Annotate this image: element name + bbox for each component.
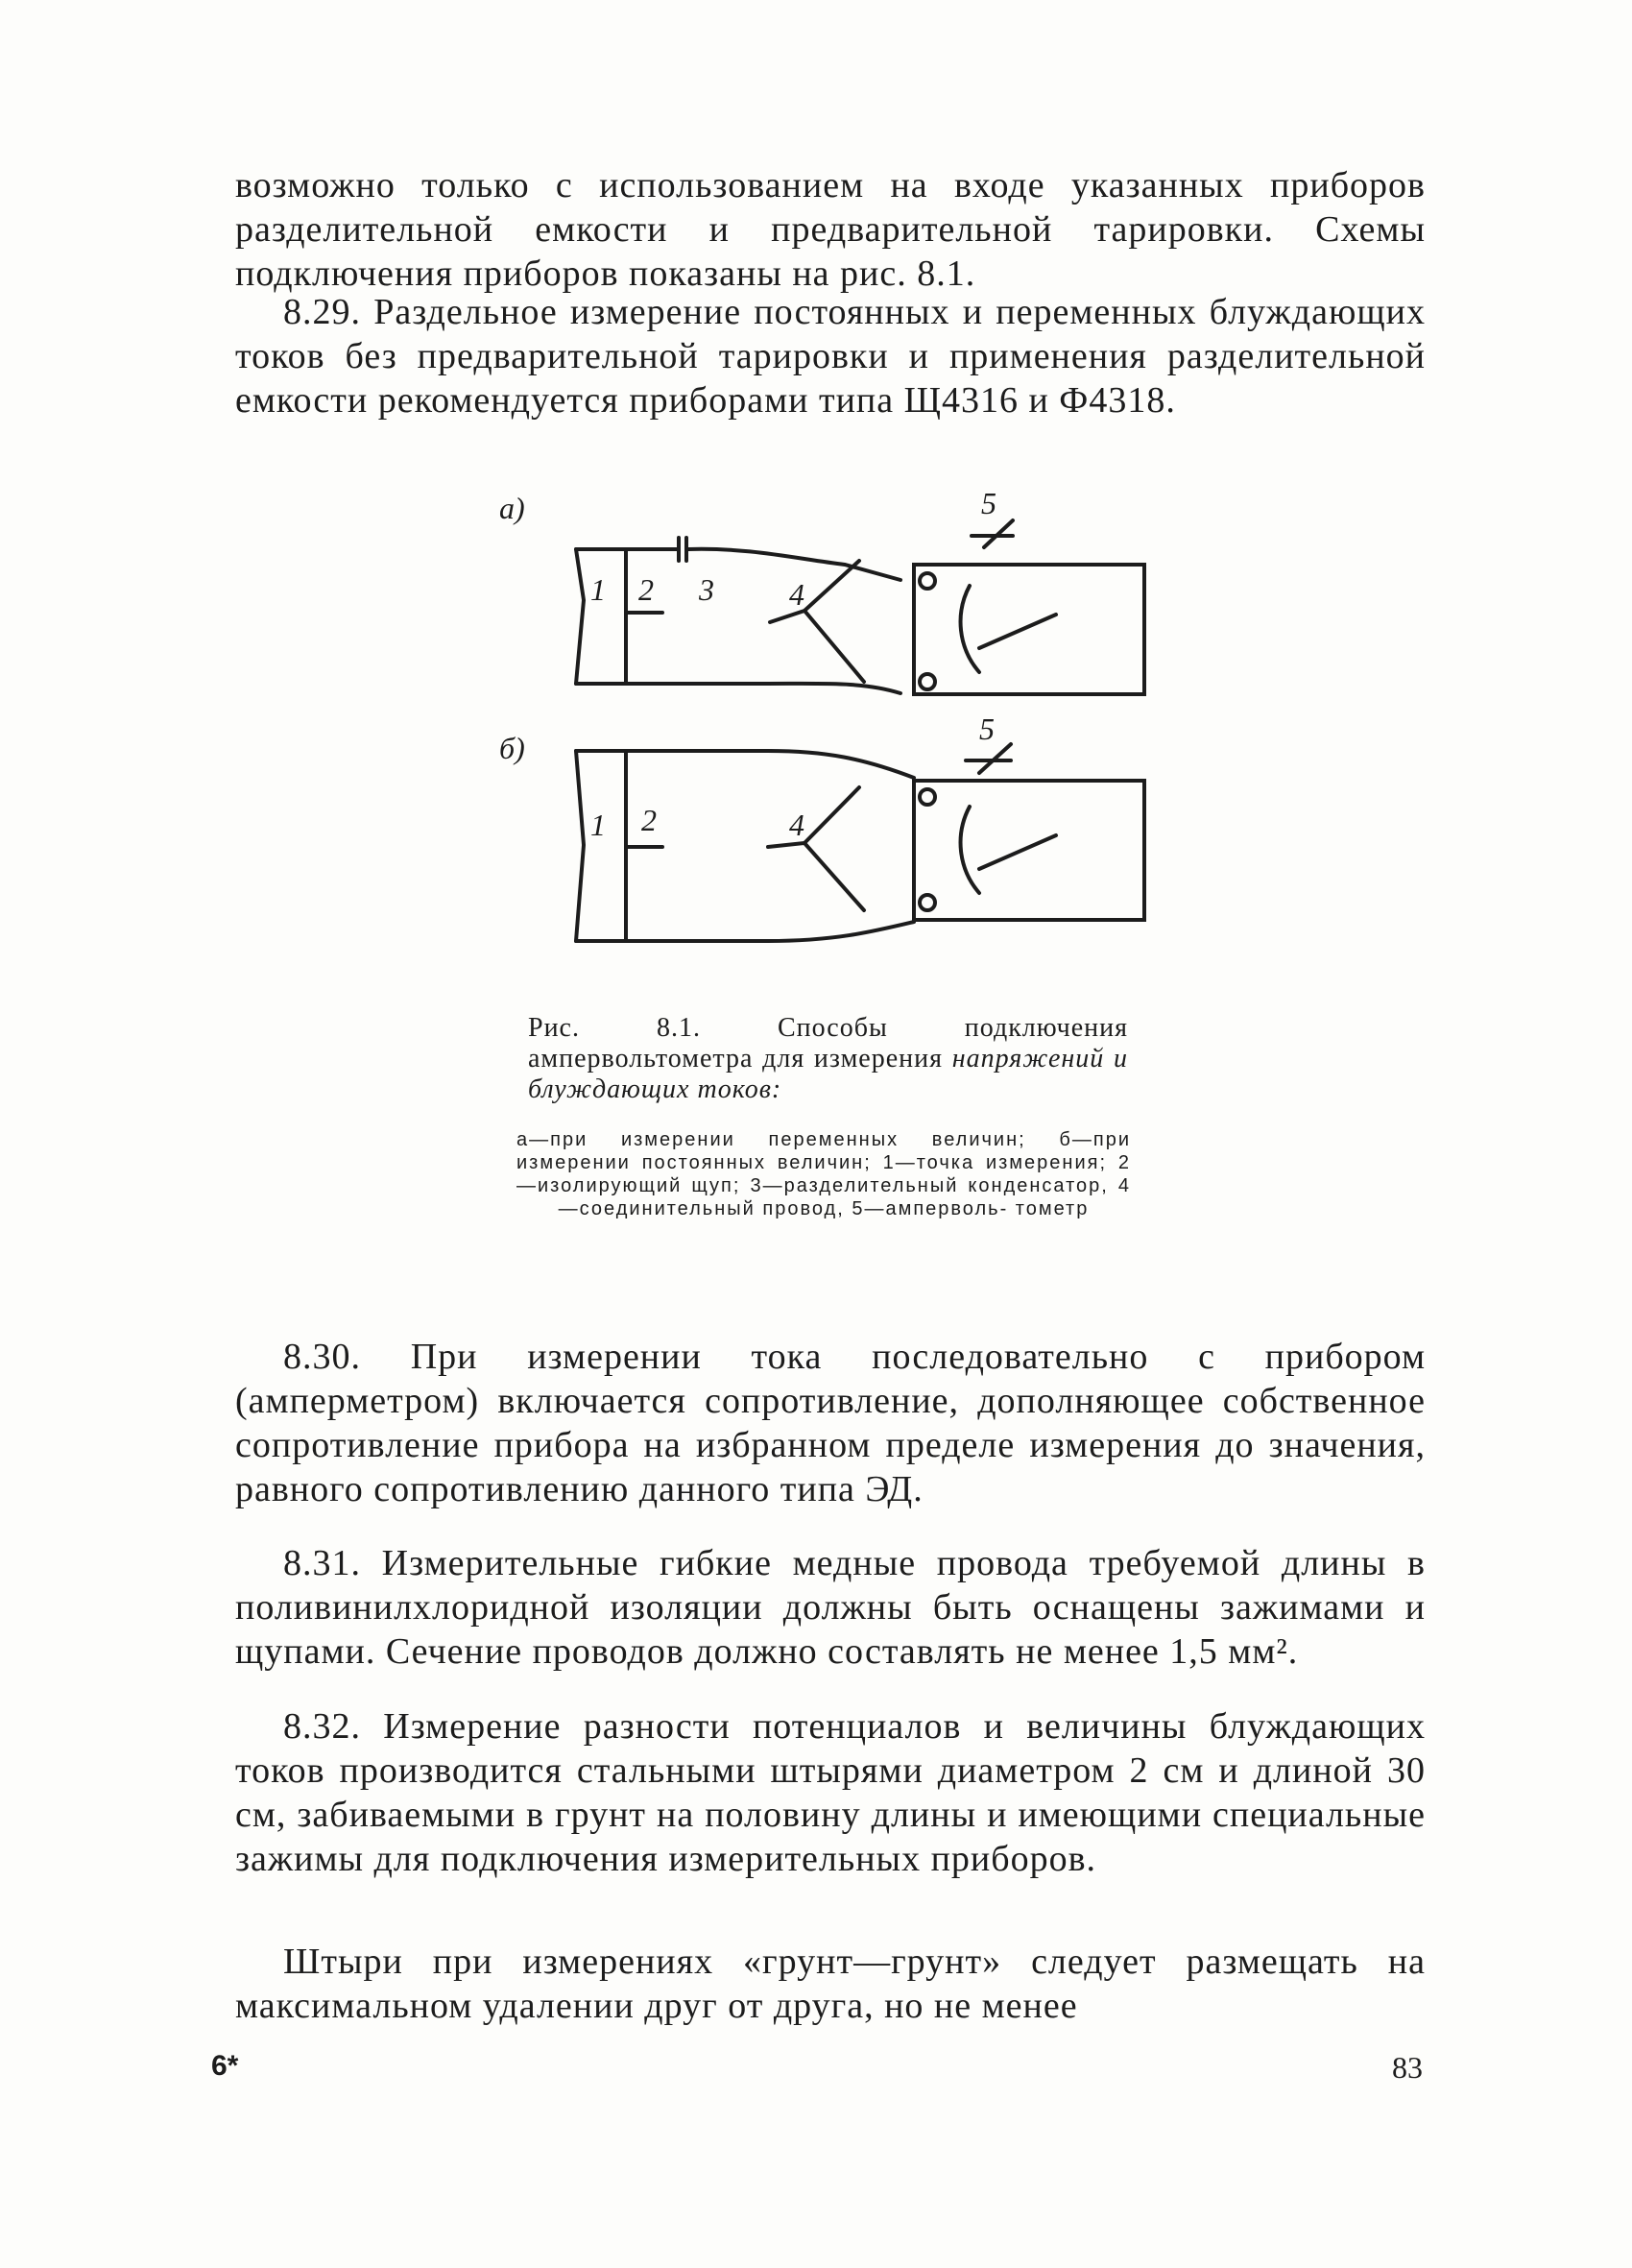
signature-mark: 6* — [211, 2050, 239, 2082]
terminal-b-bottom — [920, 895, 935, 910]
leader-5-a — [972, 520, 1013, 547]
terminal-a-bottom — [920, 674, 935, 689]
needle-a — [979, 615, 1056, 648]
page-number: 83 — [1392, 2050, 1423, 2085]
label-b-2: 2 — [641, 803, 657, 837]
caption-title-italic: напряжений и блуждающих токов: — [528, 1044, 1129, 1104]
label-a-1: 1 — [590, 572, 606, 607]
diagram-a — [576, 520, 1144, 694]
label-a: а) — [499, 491, 525, 525]
capacitor-icon — [679, 538, 686, 561]
scale-arc-a — [961, 586, 979, 672]
label-a-2: 2 — [638, 572, 654, 607]
label-b-5: 5 — [979, 712, 995, 746]
measure-point-a — [576, 549, 584, 684]
diagram-b — [576, 744, 1144, 941]
label-a-3: 3 — [699, 572, 714, 607]
figure-legend: а—при измерении переменных величин; б—при измерении постоянных величин; 1—точка измерения; 2—изолирующий щуп; 3—разделительный конденсатор, 4—соединительный провод, 5—амперволь- тометр — [516, 1129, 1131, 1219]
figure-caption — [528, 1013, 1128, 1105]
connection-diagram — [480, 480, 1171, 989]
leader-4-b-lower — [804, 843, 864, 910]
leader-4-a-lower — [804, 611, 864, 682]
measure-point-b — [576, 751, 584, 941]
scale-arc-b — [961, 807, 979, 893]
label-a-4: 4 — [789, 577, 804, 612]
terminal-b-top — [920, 789, 935, 805]
paragraph-8-32: 8.32. Измерение разности потенциалов и величины блуждающих токов производится стальными штырями диаметром 2 см и длиной 30 см, забиваемыми в грунт на половину длины и имеющими специальные зажимы для подключения измерительных приборов. — [235, 1706, 1426, 1879]
paragraph-pins: Штыри при измерениях «грунт—грунт» следует размещать на максимальном удалении друг от друга, но не менее — [235, 1942, 1426, 2026]
caption-title: Рис. 8.1. Способы подключения ампервольтометра для измерения — [528, 1013, 1128, 1074]
figure-8-1 — [480, 480, 1171, 989]
wire-a-top-right — [688, 549, 900, 580]
paragraph-continuation: возможно только с использованием на входе указанных приборов разделительной емкости и предварительной тарировки. Схемы подключения приборов показаны на рис. 8.1. — [235, 165, 1426, 294]
terminal-a-top — [920, 573, 935, 589]
leader-4-b — [768, 787, 859, 847]
label-b-4: 4 — [789, 808, 804, 842]
paragraph-8-31: 8.31. Измерительные гибкие медные провода требуемой длины в поливинилхлоридной изоляции должны быть оснащены зажимами и щупами. Сечение проводов должно составлять не менее 1,5 мм². — [235, 1543, 1426, 1672]
label-b-1: 1 — [590, 808, 606, 842]
paragraph-8-30: 8.30. При измерении тока последовательно с прибором (амперметром) включается сопротивление, дополняющее собственное сопротивление прибора на избранном пределе измерения до значения, равного сопротивлению данного типа ЭД. — [235, 1337, 1426, 1509]
instrument-b — [914, 781, 1144, 920]
paragraph-8-29: 8.29. Раздельное измерение постоянных и переменных блуждающих токов без предварительной тарировки и применения разделительной емкости рекомендуется приборами типа Щ4316 и Ф4318. — [235, 292, 1426, 421]
leader-4-a — [770, 561, 859, 622]
label-b: б) — [499, 731, 525, 765]
needle-b — [979, 835, 1056, 869]
instrument-a — [914, 565, 1144, 694]
label-a-5: 5 — [981, 486, 996, 520]
leader-5-b — [966, 744, 1011, 773]
